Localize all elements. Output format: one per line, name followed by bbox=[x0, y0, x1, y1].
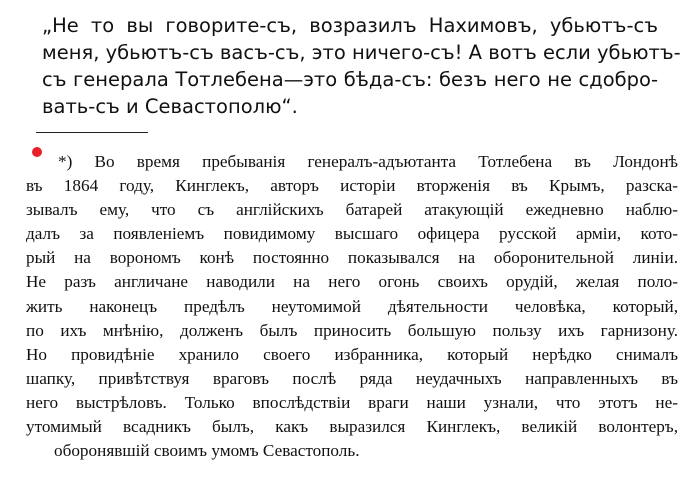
footnote-line: рый на ворономъ конѣ постоянно показывался на оборонительной линіи. bbox=[26, 248, 678, 268]
footnote-line: Не разъ англичане наводили на него огонь своихъ орудій, желая поло- bbox=[26, 272, 678, 292]
footnote-line: жить наконецъ предѣлъ неутомимой дѣятельности человѣка, который, bbox=[26, 296, 678, 316]
footnote-line: далъ за появленіемъ повидимому высшаго офицера русской арміи, кото- bbox=[26, 224, 678, 244]
footnote-line: въ 1864 году, Кинглекъ, авторъ исторіи вторженія въ Крымъ, разска- bbox=[26, 176, 678, 196]
footnote-paragraph bbox=[26, 150, 678, 463]
footnote-line: оборонявшій своимъ умомъ Севастополь. bbox=[54, 441, 360, 461]
quote-line: съ генерала Тотлебена—это бѣда-съ: безъ него не сдобро- bbox=[42, 68, 658, 91]
footnote-line: него выстрѣловъ. Только впослѣдствіи враги наши узнали, что этотъ не- bbox=[26, 392, 678, 412]
footnote-line: Но провидѣніе хранило своего избранника, который нерѣдко снималъ bbox=[26, 344, 678, 364]
footnote-line: по ихъ мнѣнію, долженъ былъ приносить большую пользу ихъ гарнизону. bbox=[26, 320, 678, 340]
footnote-line: шапку, привѣтствуя враговъ послѣ ряда неудачныхъ направленныхъ въ bbox=[26, 368, 678, 388]
quote-paragraph bbox=[42, 12, 681, 120]
footnote-separator-rule bbox=[36, 132, 148, 133]
footnote-line: *) Во время пребыванія генералъ-адъютанта Тотлебена въ Лондонѣ bbox=[58, 152, 678, 171]
footnote-line: утомимый всадникъ былъ, какъ выразился Кинглекъ, великій волонтеръ, bbox=[26, 417, 678, 437]
quote-line: „Не то вы говорите-съ, возразилъ Нахимовъ, убьютъ-съ bbox=[42, 14, 658, 37]
quote-line: меня, убьютъ-съ васъ-съ, это ничего-съ! А вотъ если убьютъ- bbox=[42, 41, 681, 64]
footnote-line: зывалъ ему, что съ англійскихъ батарей атакующій ежедневно наблю- bbox=[26, 200, 678, 220]
quote-line: вать-съ и Севастополю“. bbox=[42, 95, 298, 118]
